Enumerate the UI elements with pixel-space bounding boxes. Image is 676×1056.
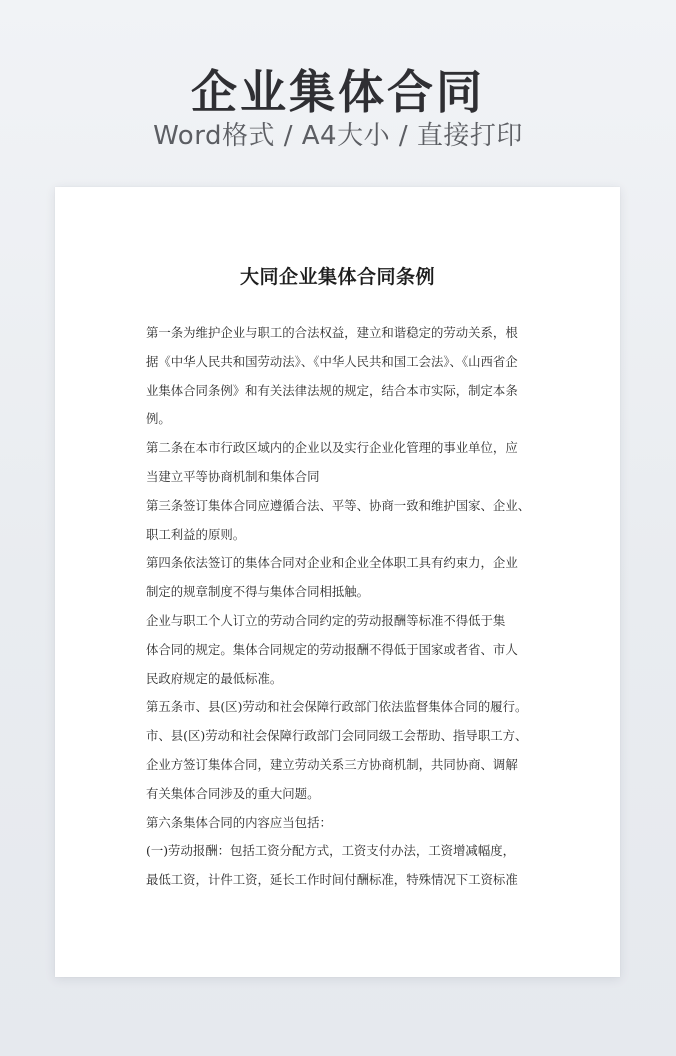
document-line: 第一条为维护企业与职工的合法权益，建立和谐稳定的劳动关系，根 [146, 325, 518, 340]
document-line: 当建立平等协商机制和集体合同 [146, 468, 320, 484]
document-line: 企业与职工个人订立的劳动合同约定的劳动报酬等标准不得低于集 [146, 612, 506, 628]
document-body [146, 319, 530, 895]
promo-subtitle: Word格式 / A4大小 / 直接打印 [153, 121, 523, 151]
document-line: 民政府规定的最低标准。 [146, 670, 283, 686]
document-line: 最低工资，计件工资，延长工作时间付酬标准，特殊情况下工资标准 [146, 872, 518, 888]
document-line: 第六条集体合同的内容应当包括： [146, 814, 332, 830]
document-line: 第五条市、县(区)劳动和社会保障行政部门依法监督集体合同的履行。 [146, 699, 528, 715]
promo-title: 企业集体合同 [191, 65, 485, 119]
document-line: 体合同的规定。集体合同规定的劳动报酬不得低于国家或者省、市人 [146, 641, 518, 657]
document-line: 第三条签订集体合同应遵循合法、平等、协商一致和维护国家、企业、 [146, 497, 530, 513]
document-line: 第二条在本市行政区域内的企业以及实行企业化管理的事业单位，应 [146, 440, 518, 456]
document-line: 第四条依法签订的集体合同对企业和企业全体职工具有约束力，企业 [146, 555, 518, 571]
document-line: 市、县(区)劳动和社会保障行政部门会同同级工会帮助、指导职工方、 [146, 728, 528, 744]
document-line: 职工利益的原则。 [146, 526, 246, 542]
document-line: 企业方签订集体合同，建立劳动关系三方协商机制，共同协商、调解 [146, 756, 518, 772]
document-line: 例。 [146, 411, 171, 427]
document-line: 有关集体合同涉及的重大问题。 [146, 785, 320, 801]
document-line: (一)劳动报酬：包括工资分配方式，工资支付办法，工资增减幅度， [146, 843, 515, 859]
document-title: 大同企业集体合同条例 [239, 266, 435, 288]
document-line: 制定的规章制度不得与集体合同相抵触。 [146, 584, 370, 600]
document-line: 业集体合同条例》和有关法律法规的规定，结合本市实际，制定本条 [146, 382, 518, 398]
promo-header [0, 0, 676, 180]
document-line: 据《中华人民共和国劳动法》、《中华人民共和国工会法》、《山西省企 [146, 353, 518, 369]
document-page [55, 187, 620, 977]
